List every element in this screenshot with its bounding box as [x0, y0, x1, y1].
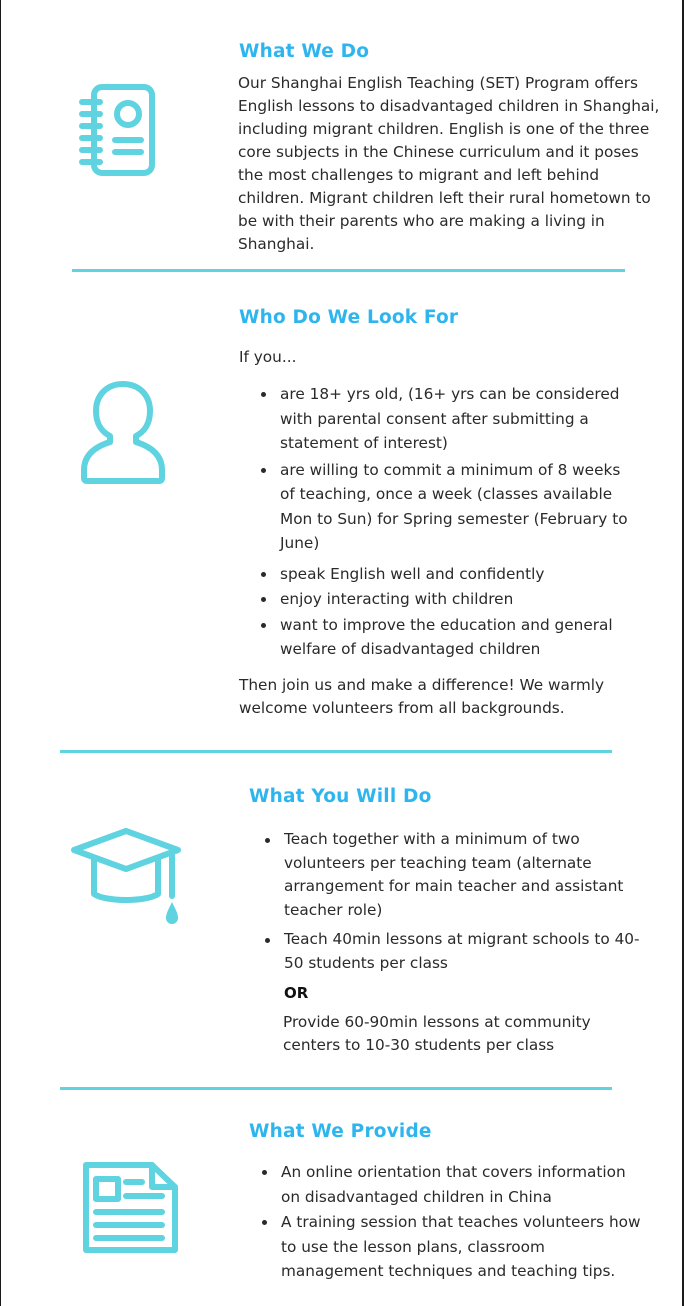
closing-text: Then join us and make a difference! We warmly welcome volunteers from all backgrounds.: [239, 676, 605, 717]
divider: [60, 1087, 612, 1090]
list-item: A training session that teaches volunteers how to use the lesson plans, classroom management techniques and teaching tips.: [259, 1210, 644, 1284]
list-item: An online orientation that covers information on disadvantaged children in China: [259, 1160, 644, 1209]
graduation-cap-icon: [70, 826, 182, 928]
section-heading: What You Will Do: [249, 786, 432, 807]
tasks-list: [262, 828, 642, 975]
list-item: enjoy interacting with children: [258, 587, 633, 612]
list-item: Teach 40min lessons at migrant schools to 40-50 students per class: [262, 928, 642, 975]
list-item: want to improve the education and general welfare of disadvantaged children: [258, 613, 633, 662]
address-book-icon: [74, 82, 160, 178]
section-heading: What We Do: [239, 41, 370, 62]
intro-text: If you...: [239, 348, 297, 366]
provisions-list: [259, 1160, 644, 1284]
list-item: speak English well and confidently: [258, 562, 633, 587]
list-item: Teach together with a minimum of two volunteers per teaching team (alternate arrangement for main teacher and assistant teacher role): [262, 828, 642, 922]
list-item: are 18+ yrs old, (16+ yrs can be considered with parental consent after submitting a statement of interest): [258, 382, 633, 456]
section-body: Our Shanghai English Teaching (SET) Program offers English lessons to disadvantaged children in Shanghai, including migrant children. English is one of the three core subjects in the Chinese curriculum and it poses the most challenges to migrant and left behind children. Migrant children left their rural hometown to be with their parents who are making a living in Shanghai.: [238, 74, 660, 253]
list-item: are willing to commit a minimum of 8 weeks of teaching, once a week (classes available Mon to Sun) for Spring semester (February to June): [258, 458, 633, 556]
document-icon: [80, 1160, 180, 1256]
alternative-text: Provide 60-90min lessons at community centers to 10-30 students per class: [283, 1013, 591, 1054]
divider: [72, 269, 625, 272]
section-heading: What We Provide: [249, 1121, 432, 1142]
requirements-list: [258, 382, 633, 662]
section-heading: Who Do We Look For: [239, 307, 459, 328]
divider: [60, 750, 612, 753]
left-border: [0, 0, 1, 1306]
or-label: OR: [284, 984, 309, 1002]
person-icon: [80, 380, 166, 486]
